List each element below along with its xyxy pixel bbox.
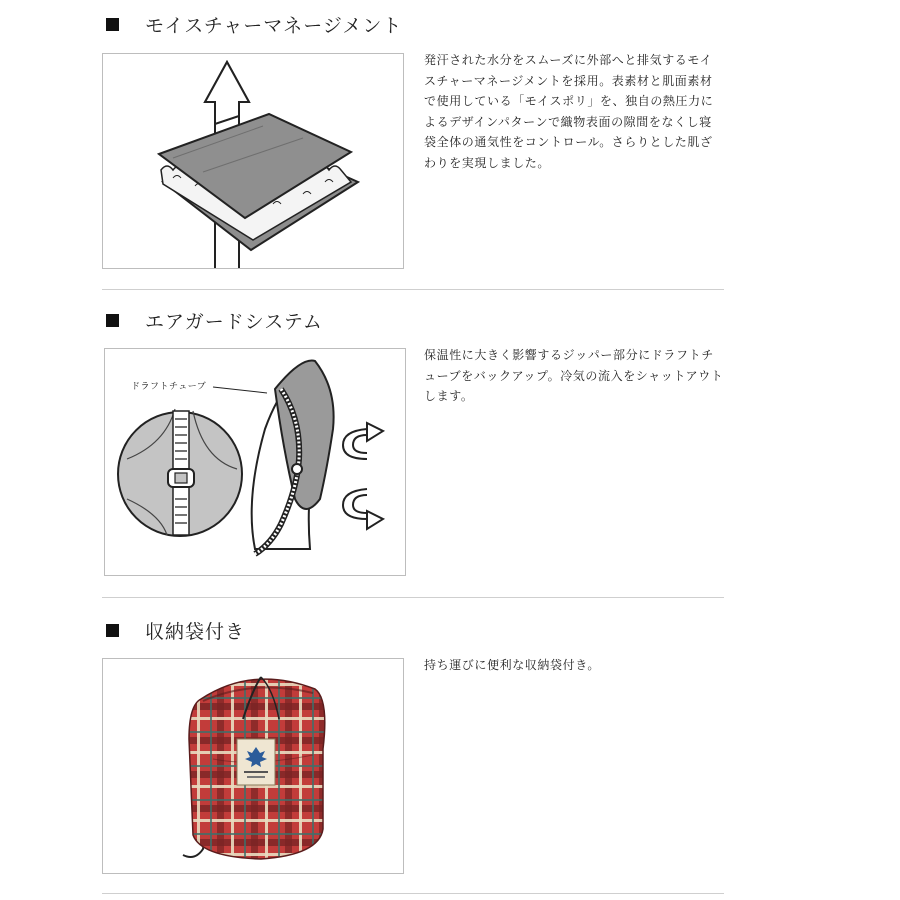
section-heading xyxy=(102,307,323,334)
square-bullet-icon xyxy=(106,624,119,637)
section-divider xyxy=(102,893,724,894)
section-description: 保温性に大きく影響するジッパー部分にドラフトチューブをバックアップ。冷気の流入をシャットアウトします。 xyxy=(424,348,724,403)
moisture-management-illustration xyxy=(102,53,404,269)
section-heading xyxy=(102,617,245,644)
square-bullet-icon xyxy=(106,314,119,327)
section-title: モイスチャーマネージメント xyxy=(145,15,403,37)
storage-bag-photo xyxy=(102,658,404,874)
plaid-storage-bag-drawing xyxy=(103,659,403,873)
section-title: エアガードシステム xyxy=(145,311,323,333)
square-bullet-icon xyxy=(106,18,119,31)
section-divider xyxy=(102,597,724,598)
section-heading xyxy=(102,11,402,38)
fabric-layers-drawing xyxy=(103,54,403,268)
air-guard-illustration xyxy=(104,348,406,576)
section-title: 収納袋付き xyxy=(145,621,246,643)
draft-tube-label: ドラフトチューブ xyxy=(131,382,207,392)
section-description: 発汗された水分をスムーズに外部へと排気するモイスチャーマネージメントを採用。表素材と肌面素材で使用している「モイスポリ」を、独自の熱圧力によるデザインパターンで織物表面の隙間をなくし寝袋全体の通気性をコントロール。さらりとした肌ざわりを実現しました。 xyxy=(424,53,714,170)
section-description: 持ち運びに便利な収納袋付き。 xyxy=(424,658,600,672)
section-divider xyxy=(102,289,724,290)
